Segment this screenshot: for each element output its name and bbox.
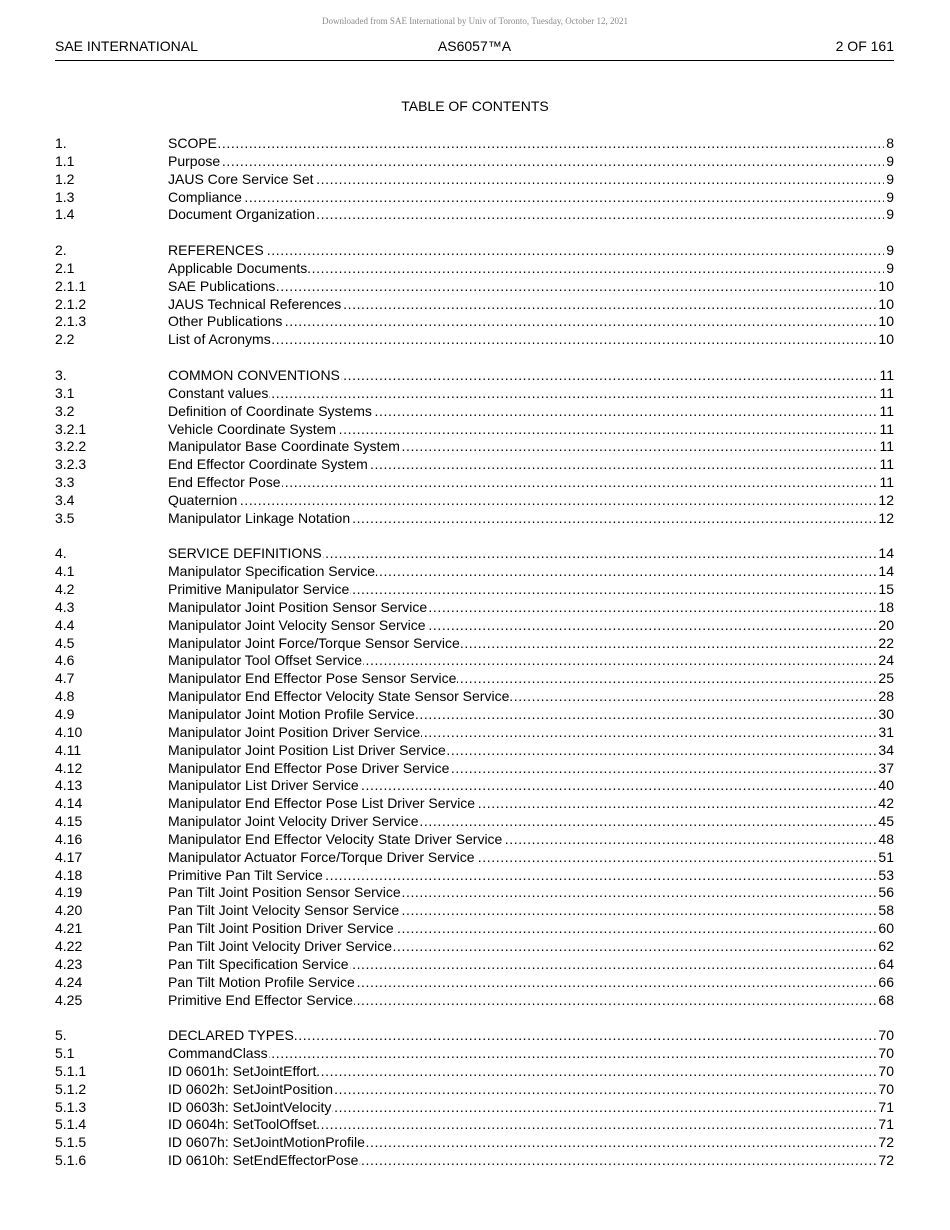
toc-entry-page: 70 <box>878 1027 894 1044</box>
toc-entry-title-wrap <box>168 1152 876 1170</box>
toc-entry-title: ID 0603h: SetJointVelocity <box>168 1098 332 1115</box>
toc-entry[interactable] <box>55 189 894 207</box>
toc-entry-title: Quaternion <box>168 491 238 508</box>
toc-entry-number: 4.5 <box>55 634 75 651</box>
toc-entry-title: Manipulator End Effector Pose Driver Service <box>168 759 450 776</box>
toc-entry-title-wrap <box>168 795 876 813</box>
toc-entry[interactable] <box>55 813 894 831</box>
toc-entry-page: 11 <box>879 384 894 401</box>
toc-entry-number: 3.2 <box>55 402 75 419</box>
toc-entry-page: 72 <box>878 1152 894 1169</box>
toc-entry-number: 4.7 <box>55 670 75 687</box>
toc-entry-title-wrap <box>168 813 876 831</box>
toc-entry[interactable] <box>55 849 894 867</box>
toc-entry-number: 5.1.3 <box>55 1098 87 1115</box>
toc-entry-number: 4.22 <box>55 937 83 954</box>
toc-entry-title-wrap <box>168 260 884 278</box>
toc-entry-title: Other Publications <box>168 313 283 330</box>
toc-entry[interactable] <box>55 724 894 742</box>
toc-entry-title: ID 0604h: SetToolOffset <box>168 1116 317 1133</box>
toc-entry-title-wrap <box>168 706 876 724</box>
toc-entry-number: 5.1 <box>55 1045 75 1062</box>
toc-entry-number: 4.13 <box>55 777 83 794</box>
toc-entry-number: 3.5 <box>55 509 75 526</box>
toc-entry-title: Manipulator Joint Motion Profile Service <box>168 706 415 722</box>
toc-entry[interactable] <box>55 421 894 439</box>
toc-entry-number: 4.6 <box>55 652 75 669</box>
toc-entry[interactable] <box>55 474 894 492</box>
toc-entry-title: Compliance <box>168 188 242 205</box>
toc-entry[interactable] <box>55 617 894 635</box>
toc-entry-number: 5.1.1 <box>55 1062 87 1079</box>
toc-entry[interactable] <box>55 884 894 902</box>
toc-entry-title-wrap <box>168 974 876 992</box>
toc-entry-number: 2.1 <box>55 259 75 276</box>
toc-entry-page: 11 <box>879 474 894 491</box>
toc-entry-title: Manipulator Actuator Force/Torque Driver Service <box>168 848 475 865</box>
toc-entry-number: 2. <box>55 242 67 259</box>
toc-entry-title-wrap <box>168 438 877 456</box>
toc-entry-title: REFERENCES <box>168 242 264 259</box>
toc-entry[interactable] <box>55 670 894 688</box>
toc-entry-number: 3.4 <box>55 491 75 508</box>
toc-entry-title: Pan Tilt Joint Position Sensor Service <box>168 884 401 901</box>
toc-entry[interactable] <box>55 438 894 456</box>
toc-entry-page: 48 <box>878 830 894 847</box>
toc-entry-number: 2.1.1 <box>55 277 87 294</box>
toc-entry[interactable] <box>55 563 894 581</box>
table-of-contents <box>55 135 894 1170</box>
toc-entry[interactable] <box>55 278 894 296</box>
toc-entry-number: 4.14 <box>55 795 83 812</box>
toc-entry-page: 11 <box>879 456 894 473</box>
toc-entry[interactable] <box>55 260 894 278</box>
toc-entry[interactable] <box>55 760 894 778</box>
toc-entry-title: ID 0601h: SetJointEffort <box>168 1062 317 1079</box>
toc-entry[interactable] <box>55 1027 894 1045</box>
toc-entry-number: 2.1.3 <box>55 313 87 330</box>
toc-entry-title-wrap <box>168 1134 876 1152</box>
toc-entry-title-wrap <box>168 1116 876 1134</box>
toc-entry-page: 9 <box>886 152 894 169</box>
toc-entry-page: 34 <box>878 741 894 758</box>
toc-entry-page: 68 <box>878 991 894 1008</box>
toc-entry[interactable] <box>55 599 894 617</box>
toc-entry-title: Manipulator Joint Position Sensor Service <box>168 598 428 615</box>
toc-entry-title-wrap <box>168 1063 876 1081</box>
toc-entry-page: 53 <box>878 866 894 883</box>
toc-entry-title: DECLARED TYPES <box>168 1027 294 1044</box>
toc-entry-number: 4.16 <box>55 830 83 847</box>
download-note: Downloaded from SAE International by Univ of Toronto, Tuesday, October 12, 2021 <box>321 16 629 26</box>
toc-title: TABLE OF CONTENTS <box>401 98 549 114</box>
toc-entry-page: 14 <box>878 545 894 562</box>
toc-entry[interactable] <box>55 920 894 938</box>
toc-entry-page: 40 <box>878 777 894 794</box>
toc-entry-page: 11 <box>879 438 894 455</box>
toc-entry[interactable] <box>55 902 894 920</box>
toc-entry-title-wrap <box>168 153 884 171</box>
toc-entry-title-wrap <box>168 724 876 742</box>
toc-entry[interactable] <box>55 938 894 956</box>
toc-entry-title: Primitive Pan Tilt Service <box>168 866 323 883</box>
toc-entry-page: 56 <box>878 884 894 901</box>
toc-entry[interactable] <box>55 1045 894 1063</box>
toc-entry-page: 31 <box>878 723 894 740</box>
toc-entry-number: 4. <box>55 545 67 562</box>
toc-entry-page: 11 <box>879 366 894 383</box>
toc-entry-title-wrap <box>168 760 876 778</box>
toc-entry-title: Document Organization <box>168 206 316 223</box>
toc-entry-title: Primitive Manipulator Service <box>168 581 350 598</box>
toc-entry[interactable] <box>55 777 894 795</box>
toc-entry-page: 71 <box>878 1098 894 1115</box>
toc-entry-title: Definition of Coordinate Systems <box>168 402 372 419</box>
toc-entry-title-wrap <box>168 670 876 688</box>
toc-entry-title-wrap <box>168 545 876 563</box>
toc-entry[interactable] <box>55 992 894 1010</box>
toc-entry-number: 4.12 <box>55 759 83 776</box>
toc-entry-number: 4.11 <box>55 741 82 758</box>
toc-entry[interactable] <box>55 492 894 510</box>
toc-entry[interactable] <box>55 171 894 189</box>
toc-entry-number: 4.4 <box>55 616 75 633</box>
toc-entry-title-wrap <box>168 849 876 867</box>
toc-entry-title-wrap <box>168 510 876 528</box>
toc-entry-title: End Effector Pose <box>168 474 281 491</box>
toc-entry-title: Pan Tilt Motion Profile Service <box>168 973 355 990</box>
toc-entry-page: 11 <box>879 402 894 419</box>
toc-entry-title: ID 0602h: SetJointPosition <box>168 1080 333 1097</box>
toc-entry[interactable] <box>55 153 894 171</box>
toc-entry-title: ID 0610h: SetEndEffectorPose <box>168 1152 359 1169</box>
toc-entry-title-wrap <box>168 938 876 956</box>
toc-entry-page: 9 <box>886 259 894 276</box>
toc-entry-title: Manipulator Specification Service <box>168 563 375 580</box>
toc-entry-title-wrap <box>168 831 876 849</box>
toc-entry-title: Manipulator Joint Velocity Sensor Service <box>168 616 426 633</box>
toc-entry-title-wrap <box>168 884 876 902</box>
toc-entry-title: Manipulator List Driver Service <box>168 777 359 794</box>
toc-entry-title-wrap <box>168 331 876 349</box>
toc-entry-title-wrap <box>168 956 876 974</box>
toc-entry-title-wrap <box>168 206 884 224</box>
toc-entry-page: 70 <box>878 1045 894 1062</box>
toc-entry-title: Manipulator End Effector Pose Sensor Service <box>168 670 457 687</box>
toc-entry[interactable] <box>55 331 894 349</box>
toc-entry-number: 4.19 <box>55 884 83 901</box>
toc-entry-number: 2.1.2 <box>55 295 87 312</box>
header-org: SAE INTERNATIONAL <box>55 38 198 54</box>
toc-entry[interactable] <box>55 795 894 813</box>
toc-entry-title: JAUS Core Service Set <box>168 170 314 187</box>
toc-entry-title: Manipulator Linkage Notation <box>168 509 351 526</box>
toc-entry-page: 22 <box>878 634 894 651</box>
toc-entry[interactable] <box>55 206 894 224</box>
toc-entry-title-wrap <box>168 171 884 189</box>
toc-entry-title-wrap <box>168 992 876 1010</box>
toc-entry[interactable] <box>55 1099 894 1117</box>
toc-entry[interactable] <box>55 510 894 528</box>
toc-entry-number: 4.23 <box>55 955 83 972</box>
header-doc-id: AS6057™A <box>437 38 512 54</box>
toc-entry-page: 24 <box>878 652 894 669</box>
toc-entry[interactable] <box>55 1116 894 1134</box>
toc-entry-page: 30 <box>878 706 894 722</box>
toc-entry[interactable] <box>55 1134 894 1152</box>
toc-entry-title: Purpose <box>168 152 221 169</box>
toc-entry-number: 5. <box>55 1027 67 1044</box>
toc-entry-title-wrap <box>168 403 877 421</box>
toc-entry-title-wrap <box>168 652 876 670</box>
toc-entry-title-wrap <box>168 385 877 403</box>
toc-entry-page: 25 <box>878 670 894 687</box>
toc-entry-title: JAUS Technical References <box>168 295 342 312</box>
toc-entry[interactable] <box>55 635 894 653</box>
toc-entry-title: COMMON CONVENTIONS <box>168 366 340 383</box>
toc-entry-title: Applicable Documents <box>168 259 308 276</box>
toc-entry-page: 18 <box>878 598 894 615</box>
toc-entry-page: 71 <box>878 1116 894 1133</box>
toc-entry[interactable] <box>55 1081 894 1099</box>
toc-entry-page: 10 <box>878 313 894 330</box>
toc-entry-number: 4.21 <box>55 920 83 937</box>
toc-entry[interactable] <box>55 367 894 385</box>
toc-entry-number: 4.10 <box>55 723 83 740</box>
toc-entry-title-wrap <box>168 421 877 439</box>
toc-entry[interactable] <box>55 956 894 974</box>
toc-entry-title: Primitive End Effector Service <box>168 991 353 1008</box>
toc-entry-title: Pan Tilt Specification Service <box>168 955 349 972</box>
toc-entry-title-wrap <box>168 474 877 492</box>
toc-entry[interactable] <box>55 742 894 760</box>
toc-entry-number: 1.1 <box>55 152 75 169</box>
toc-entry-title-wrap <box>168 902 876 920</box>
toc-entry-page: 28 <box>878 688 894 705</box>
toc-entry-page: 12 <box>878 491 894 508</box>
toc-entry-number: 1.4 <box>55 206 75 223</box>
toc-entry-number: 4.9 <box>55 706 75 722</box>
toc-entry-title-wrap <box>168 563 876 581</box>
toc-entry[interactable] <box>55 867 894 885</box>
toc-entry-number: 5.1.5 <box>55 1134 87 1151</box>
toc-entry-page: 9 <box>886 170 894 187</box>
header-page-label: 2 OF 161 <box>835 38 894 54</box>
toc-entry-title-wrap <box>168 742 876 760</box>
toc-entry-number: 4.8 <box>55 688 75 705</box>
toc-entry-title-wrap <box>168 617 876 635</box>
toc-entry-page: 72 <box>878 1134 894 1151</box>
toc-entry-number: 3.3 <box>55 474 75 491</box>
toc-entry-title-wrap <box>168 135 884 153</box>
toc-entry-title: Pan Tilt Joint Position Driver Service <box>168 920 394 937</box>
toc-entry-title-wrap <box>168 599 876 617</box>
toc-entry-page: 37 <box>878 759 894 776</box>
toc-entry-page: 8 <box>886 135 894 151</box>
toc-entry-number: 5.1.6 <box>55 1152 87 1169</box>
toc-entry-number: 2.2 <box>55 331 75 348</box>
toc-entry-title-wrap <box>168 777 876 795</box>
toc-entry-title: List of Acronyms <box>168 331 271 348</box>
toc-entry-page: 45 <box>878 813 894 830</box>
toc-entry-title-wrap <box>168 189 884 207</box>
toc-entry-title: Manipulator Tool Offset Service <box>168 652 363 669</box>
toc-entry-page: 60 <box>878 920 894 937</box>
toc-entry-title: Manipulator Joint Velocity Driver Service <box>168 813 419 830</box>
toc-entry-title-wrap <box>168 456 877 474</box>
toc-entry[interactable] <box>55 545 894 563</box>
toc-entry[interactable] <box>55 652 894 670</box>
toc-entry-number: 4.3 <box>55 598 75 615</box>
toc-entry-page: 14 <box>878 563 894 580</box>
toc-entry-number: 3. <box>55 366 67 383</box>
toc-entry[interactable] <box>55 1063 894 1081</box>
toc-entry-title-wrap <box>168 492 876 510</box>
toc-entry[interactable] <box>55 688 894 706</box>
toc-entry-number: 3.1 <box>55 384 75 401</box>
toc-entry-title-wrap <box>168 1099 876 1117</box>
toc-entry[interactable] <box>55 242 894 260</box>
toc-entry-title: Manipulator End Effector Velocity State Driver Service <box>168 830 503 847</box>
toc-entry[interactable] <box>55 403 894 421</box>
toc-entry-page: 42 <box>878 795 894 812</box>
toc-entry-page: 64 <box>878 955 894 972</box>
toc-entry-page: 20 <box>878 616 894 633</box>
toc-entry-page: 70 <box>878 1080 894 1097</box>
toc-entry-title: Pan Tilt Joint Velocity Driver Service <box>168 937 393 954</box>
toc-entry-number: 5.1.4 <box>55 1116 87 1133</box>
toc-entry-title: CommandClass <box>168 1045 268 1062</box>
toc-entry-number: 3.2.2 <box>55 438 87 455</box>
toc-entry-number: 3.2.3 <box>55 456 87 473</box>
toc-entry-page: 9 <box>886 242 894 259</box>
toc-entry-page: 9 <box>886 188 894 205</box>
toc-entry[interactable] <box>55 974 894 992</box>
toc-entry-number: 4.2 <box>55 581 75 598</box>
toc-entry-title-wrap <box>168 581 876 599</box>
toc-entry-title-wrap <box>168 296 876 314</box>
toc-entry-title-wrap <box>168 278 876 296</box>
toc-entry-number: 1. <box>55 135 67 151</box>
toc-entry-number: 4.1 <box>55 563 75 580</box>
toc-entry-number: 4.15 <box>55 813 83 830</box>
running-header <box>55 38 894 61</box>
toc-entry-title: Pan Tilt Joint Velocity Sensor Service <box>168 902 400 919</box>
toc-entry-page: 62 <box>878 937 894 954</box>
toc-entry-page: 66 <box>878 973 894 990</box>
toc-entry-page: 9 <box>886 206 894 223</box>
toc-entry-title-wrap <box>168 688 876 706</box>
toc-entry-number: 3.2.1 <box>55 420 87 437</box>
toc-entry-title: Vehicle Coordinate System <box>168 420 337 437</box>
toc-entry-number: 5.1.2 <box>55 1080 87 1097</box>
toc-entry-page: 70 <box>878 1062 894 1079</box>
toc-entry-title-wrap <box>168 313 876 331</box>
toc-entry-title-wrap <box>168 242 884 260</box>
toc-entry[interactable] <box>55 313 894 331</box>
toc-entry[interactable] <box>55 831 894 849</box>
toc-entry-page: 10 <box>878 277 894 294</box>
toc-entry-page: 58 <box>878 902 894 919</box>
toc-entry-number: 1.3 <box>55 188 75 205</box>
toc-entry-number: 4.17 <box>55 848 83 865</box>
toc-entry[interactable] <box>55 1152 894 1170</box>
toc-entry-title-wrap <box>168 920 876 938</box>
toc-entry[interactable] <box>55 135 894 153</box>
toc-entry-title-wrap <box>168 367 877 385</box>
toc-entry-page: 51 <box>878 848 894 865</box>
toc-entry-page: 10 <box>878 331 894 348</box>
toc-entry-page: 11 <box>879 420 894 437</box>
toc-entry-title-wrap <box>168 1081 876 1099</box>
toc-entry[interactable] <box>55 581 894 599</box>
toc-entry-title: SAE Publications <box>168 277 276 294</box>
toc-entry-page: 10 <box>878 295 894 312</box>
toc-entry-number: 4.20 <box>55 902 83 919</box>
toc-entry-title: Manipulator Joint Force/Torque Sensor Service <box>168 634 460 651</box>
toc-entry-title: Manipulator Joint Position List Driver Service <box>168 741 446 758</box>
toc-entry-title-wrap <box>168 1027 876 1045</box>
toc-entry-title: SCOPE <box>168 135 218 151</box>
toc-entry-title: Manipulator Joint Position Driver Service <box>168 723 421 740</box>
toc-entry-page: 15 <box>878 581 894 598</box>
toc-entry-number: 4.18 <box>55 866 83 883</box>
toc-entry-title: End Effector Coordinate System <box>168 456 368 473</box>
toc-entry[interactable] <box>55 706 894 724</box>
toc-entry-title: ID 0607h: SetJointMotionProfile <box>168 1134 365 1151</box>
toc-entry-title: Manipulator End Effector Velocity State Sensor Service <box>168 688 510 705</box>
toc-entry-title: Manipulator End Effector Pose List Driver Service <box>168 795 476 812</box>
toc-entry-title-wrap <box>168 867 876 885</box>
toc-entry-number: 4.25 <box>55 991 83 1008</box>
toc-entry[interactable] <box>55 385 894 403</box>
toc-entry-page: 12 <box>878 509 894 526</box>
toc-entry-title: SERVICE DEFINITIONS <box>168 545 322 562</box>
toc-entry-number: 4.24 <box>55 973 83 990</box>
toc-entry-title-wrap <box>168 1045 876 1063</box>
toc-entry[interactable] <box>55 296 894 314</box>
toc-entry[interactable] <box>55 456 894 474</box>
toc-entry-number: 1.2 <box>55 170 75 187</box>
toc-entry-title-wrap <box>168 635 876 653</box>
toc-entry-title: Constant values <box>168 384 269 401</box>
toc-entry-title: Manipulator Base Coordinate System <box>168 438 400 455</box>
